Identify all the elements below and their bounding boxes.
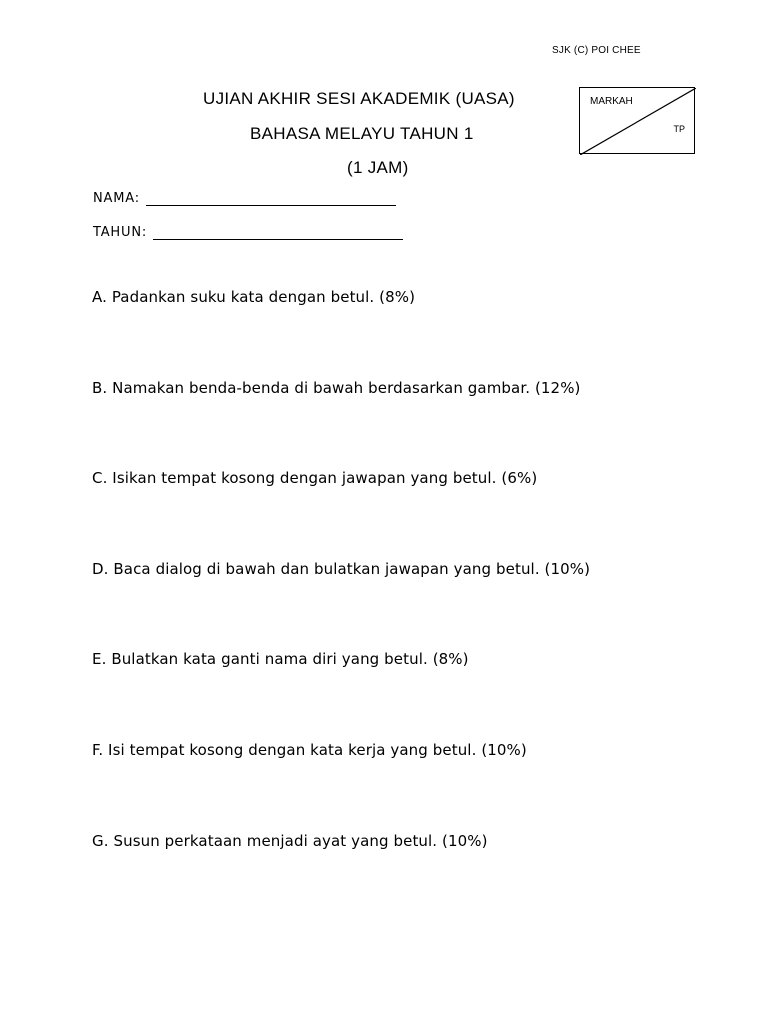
section-g: G. Susun perkataan menjadi ayat yang betul. (10%) (92, 832, 488, 850)
section-f: F. Isi tempat kosong dengan kata kerja yang betul. (10%) (92, 741, 527, 759)
school-name: SJK (C) POI CHEE (552, 45, 641, 56)
mark-box (579, 87, 695, 154)
nama-field (93, 191, 396, 206)
nama-label: NAMA: (93, 191, 140, 206)
markah-label: MARKAH (590, 96, 633, 107)
section-e: E. Bulatkan kata ganti nama diri yang betul. (8%) (92, 650, 469, 668)
section-d: D. Baca dialog di bawah dan bulatkan jawapan yang betul. (10%) (92, 560, 591, 578)
tahun-input-line[interactable] (153, 227, 403, 240)
tp-label: TP (673, 124, 685, 134)
exam-duration: (1 JAM) (347, 158, 409, 177)
section-a: A. Padankan suku kata dengan betul. (8%) (92, 288, 416, 306)
section-c: C. Isikan tempat kosong dengan jawapan yang betul. (6%) (92, 469, 538, 487)
exam-title: UJIAN AKHIR SESI AKADEMIK (UASA) (203, 89, 515, 108)
section-b: B. Namakan benda-benda di bawah berdasarkan gambar. (12%) (92, 379, 581, 397)
tahun-label: TAHUN: (93, 225, 148, 240)
tahun-field (93, 225, 403, 240)
exam-subject: BAHASA MELAYU TAHUN 1 (250, 124, 474, 143)
nama-input-line[interactable] (146, 193, 396, 206)
